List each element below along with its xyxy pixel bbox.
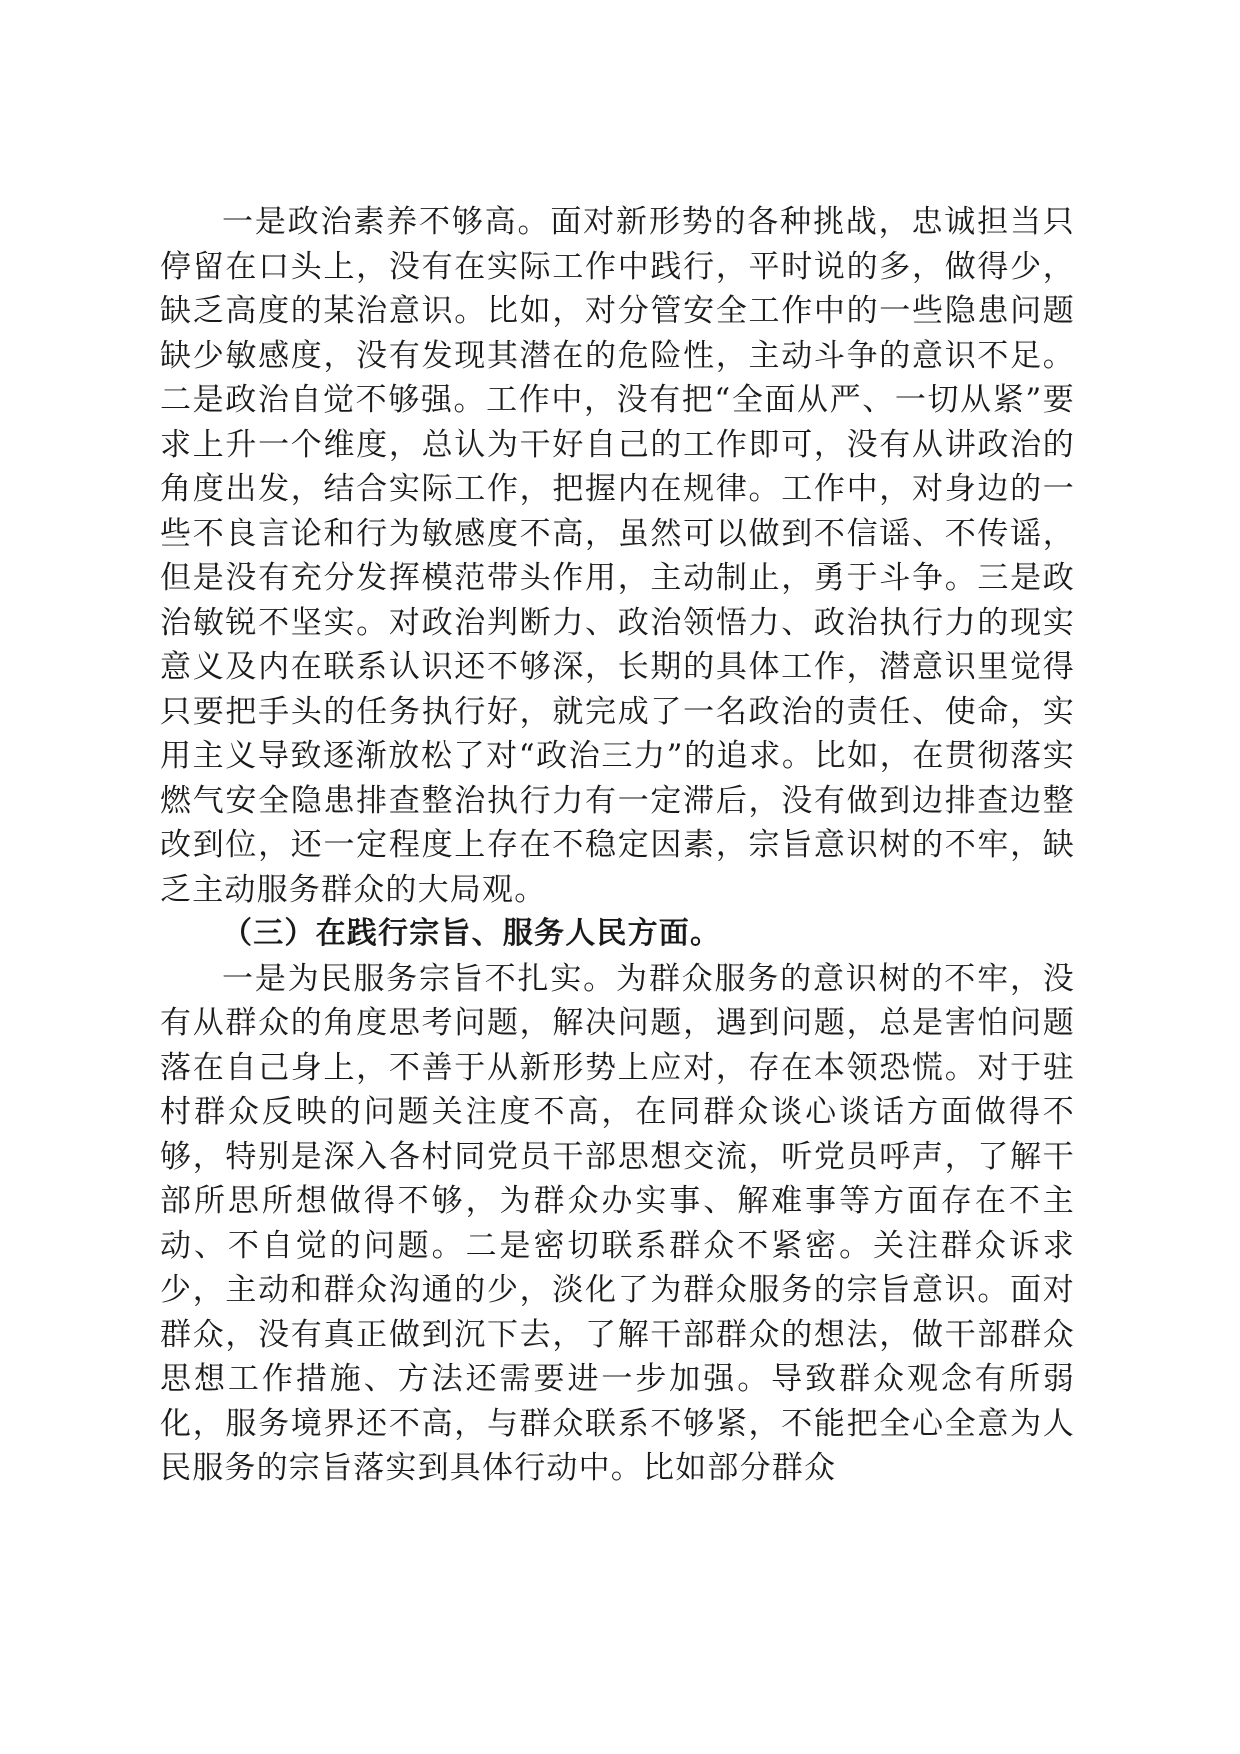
document-body <box>160 200 1075 1491</box>
paragraph-serve-people: 一是为民服务宗旨不扎实。为群众服务的意识树的不牢，没有从群众的角度思考问题，解决问题，遇到问题，总是害怕问题落在自己身上，不善于从新形势上应对，存在本领恐慌。对于驻村群众反映的问题关注度不高，在同群众谈心谈话方面做得不够，特别是深入各村同党员干部思想交流，听党员呼声，了解干部所思所想做得不够，为群众办实事、解难事等方面存在不主动、不自觉的问题。二是密切联系群众不紧密。关注群众诉求少，主动和群众沟通的少，淡化了为群众服务的宗旨意识。面对群众，没有真正做到沉下去，了解干部群众的想法，做干部群众思想工作措施、方法还需要进一步加强。导致群众观念有所弱化，服务境界还不高，与群众联系不够紧，不能把全心全意为人民服务的宗旨落实到具体行动中。比如部分群众 <box>160 960 1075 1486</box>
paragraph-political-literacy: 一是政治素养不够高。面对新形势的各种挑战，忠诚担当只停留在口头上，没有在实际工作中践行，平时说的多，做得少，缺乏高度的某治意识。比如，对分管安全工作中的一些隐患问题缺少敏感度，没有发现其潜在的危险性，主动斗争的意识不足。二是政治自觉不够强。工作中，没有把“全面从严、一切从紧”要求上升一个维度，总认为干好自己的工作即可，没有从讲政治的角度出发，结合实际工作，把握内在规律。工作中，对身边的一些不良言论和行为敏感度不高，虽然可以做到不信谣、不传谣，但是没有充分发挥模范带头作用，主动制止，勇于斗争。三是政治敏锐不坚实。对政治判断力、政治领悟力、政治执行力的现实意义及内在联系认识还不够深，长期的具体工作，潜意识里觉得只要把手头的任务执行好，就完成了一名政治的责任、使命，实用主义导致逐渐放松了对“政治三力”的追求。比如，在贯彻落实燃气安全隐患排查整治执行力有一定滞后，没有做到边排查边整改到位，还一定程度上存在不稳定因素，宗旨意识树的不牢，缺乏主动服务群众的大局观。 <box>160 204 1075 908</box>
section-heading-serve-people: （三）在践行宗旨、服务人民方面。 <box>222 916 722 951</box>
